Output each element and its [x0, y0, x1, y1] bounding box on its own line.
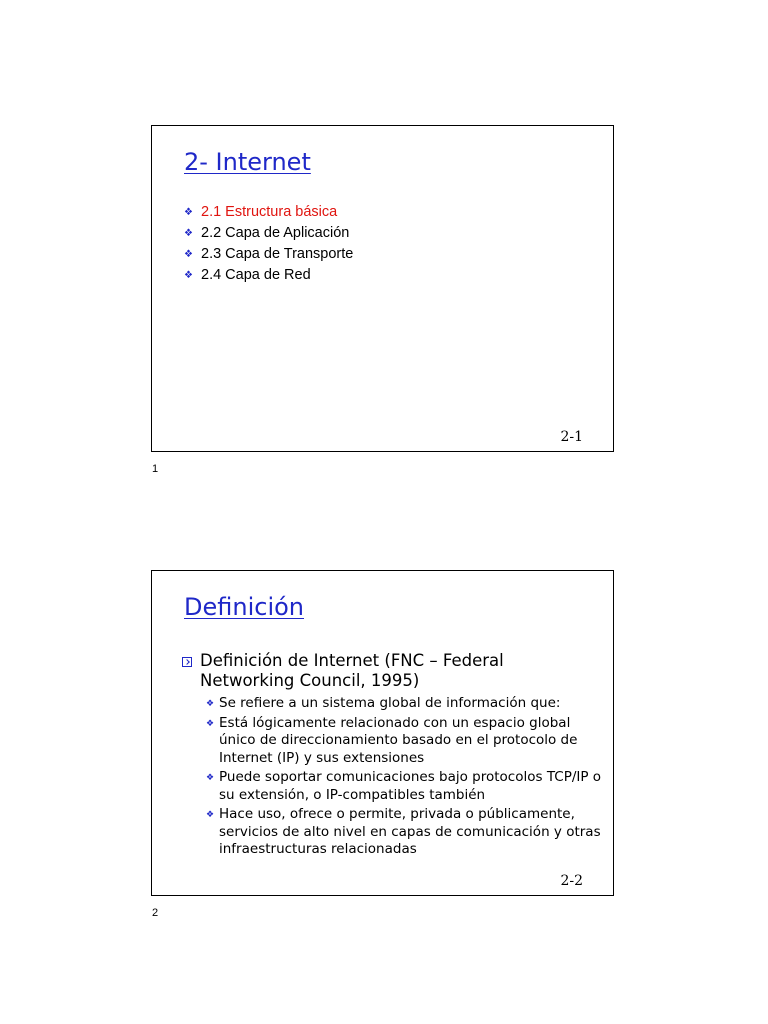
slide-page-number: 2-2 — [560, 873, 583, 889]
sub-point-text: Puede soportar comunicaciones bajo protocolos TCP/IP o su extensión, o IP-compatibles también — [219, 769, 602, 803]
slide-title: 2- Internet — [184, 148, 311, 176]
diamond-bullet-icon: ❖ — [206, 718, 215, 729]
list-item — [206, 715, 602, 768]
checkbox-bullet-icon — [182, 657, 192, 667]
main-point — [182, 651, 602, 691]
sub-point-list — [182, 695, 602, 859]
topic-label: 2.2 Capa de Aplicación — [201, 225, 350, 241]
list-item — [184, 202, 353, 223]
topic-list — [184, 202, 353, 286]
slide-1 — [151, 125, 614, 452]
diamond-bullet-icon: ❖ — [184, 228, 193, 239]
slide-title: Definición — [184, 593, 304, 621]
list-item — [206, 769, 602, 804]
slide-2 — [151, 570, 614, 896]
diamond-bullet-icon: ❖ — [184, 270, 193, 281]
diamond-bullet-icon: ❖ — [184, 207, 193, 218]
sub-point-text: Está lógicamente relacionado con un espacio global único de direccionamiento basado en el protocolo de Internet (IP) y sus extensiones — [219, 714, 578, 766]
sub-point-text: Se refiere a un sistema global de información que: — [219, 695, 561, 711]
definition-block — [182, 651, 602, 861]
diamond-bullet-icon: ❖ — [206, 810, 215, 820]
list-item — [184, 265, 353, 286]
slide-page-number: 2-1 — [560, 429, 583, 445]
main-point-text: Definición de Internet (FNC – Federal Networking Council, 1995) — [200, 651, 504, 690]
diamond-bullet-icon: ❖ — [206, 773, 215, 783]
diamond-bullet-icon: ❖ — [206, 699, 215, 709]
list-item — [206, 695, 602, 713]
list-item — [184, 223, 353, 244]
topic-label: 2.3 Capa de Transporte — [201, 246, 354, 262]
diamond-bullet-icon: ❖ — [184, 249, 193, 260]
topic-label: 2.4 Capa de Red — [201, 267, 311, 283]
sub-point-text: Hace uso, ofrece o permite, privada o públicamente, servicios de alto nivel en capas de comunicación y otras infraestructuras relacionadas — [219, 806, 601, 857]
topic-label-active: 2.1 Estructura básica — [201, 204, 338, 220]
page-footer-number: 1 — [152, 463, 159, 475]
page-footer-number: 2 — [152, 907, 159, 919]
list-item — [206, 806, 602, 859]
list-item — [184, 244, 353, 265]
